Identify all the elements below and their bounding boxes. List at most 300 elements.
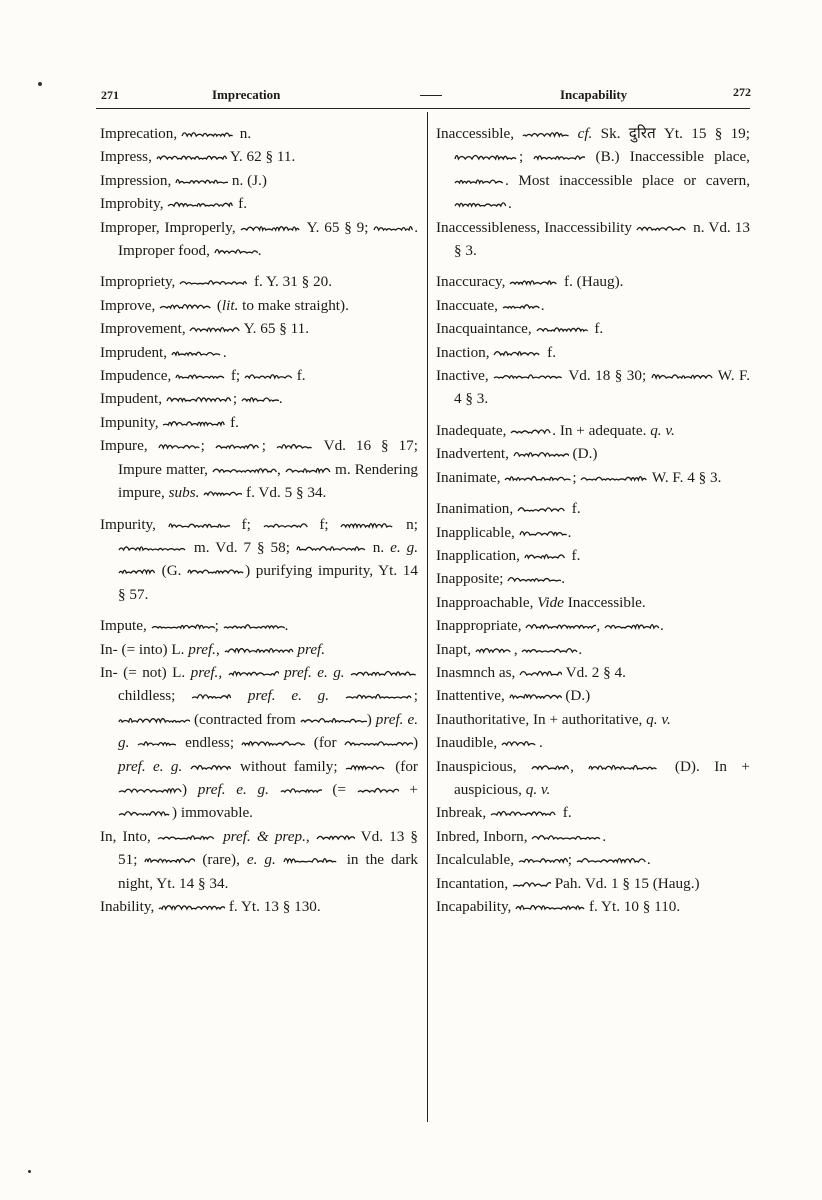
avestan-script-word — [373, 222, 414, 233]
avestan-script-word — [576, 854, 647, 865]
avestan-script-word — [493, 370, 564, 381]
dictionary-entry — [100, 387, 418, 410]
entry-text: q. v. — [525, 780, 551, 798]
entry-text: Imprecation, — [100, 125, 181, 142]
entry-text: ) — [366, 710, 376, 728]
entry-text: Inaccessibleness, Inaccessibility — [436, 218, 637, 236]
avestan-script-word — [144, 854, 195, 865]
entry-text: Inaccessible, — [436, 125, 523, 142]
avestan-script-word — [509, 276, 560, 287]
avestan-script-word — [515, 901, 585, 912]
entry-text: e. g. — [153, 757, 183, 775]
entry-text: Inactive, — [436, 367, 494, 385]
avestan-script-word — [636, 222, 689, 233]
entry-text: (D.) — [568, 445, 598, 463]
entry-text: , — [218, 663, 228, 681]
avestan-script-word — [241, 737, 306, 748]
entry-text: Vide — [537, 593, 564, 611]
avestan-script-word — [493, 347, 543, 358]
entry-text: ) — [182, 780, 198, 798]
dictionary-entry — [436, 497, 750, 520]
dictionary-entry — [100, 341, 418, 364]
avestan-script-word — [244, 370, 293, 381]
avestan-script-word — [504, 472, 572, 483]
entry-text: endless; — [177, 734, 242, 752]
avestan-script-word — [345, 761, 388, 772]
dictionary-entry — [436, 755, 750, 802]
dictionary-entry — [100, 895, 418, 918]
paper-speck — [28, 1170, 31, 1173]
entry-text: e. g. — [390, 538, 418, 556]
right-running-head: Incapability — [560, 87, 628, 102]
avestan-script-word — [151, 620, 215, 631]
entry-text: Y. 65 § 9; — [302, 218, 374, 236]
avestan-script-word — [241, 393, 279, 404]
dictionary-entry — [436, 638, 750, 661]
avestan-script-word — [300, 714, 367, 725]
entry-text: Inacquaintance, — [436, 320, 536, 338]
avestan-script-word — [522, 128, 569, 139]
avestan-script-word — [344, 737, 413, 748]
avestan-script-word — [168, 519, 230, 530]
dictionary-entry — [100, 169, 418, 192]
avestan-script-word — [157, 831, 217, 842]
avestan-script-word — [533, 151, 585, 162]
entry-text — [569, 125, 577, 142]
dictionary-entry — [436, 848, 750, 871]
entry-text: . — [540, 296, 545, 314]
entry-text: Inability, — [100, 898, 159, 915]
entry-text: childless; — [118, 687, 192, 705]
avestan-script-word — [175, 370, 227, 381]
avestan-script-word — [296, 542, 367, 553]
avestan-script-word — [519, 527, 568, 538]
avestan-script-word — [283, 854, 340, 865]
entry-text: ; — [567, 851, 576, 869]
entry-text: pref. — [247, 687, 276, 705]
dictionary-entry — [436, 317, 750, 340]
avestan-script-word — [518, 854, 568, 865]
avestan-script-word — [531, 761, 570, 772]
dictionary-entry — [100, 270, 418, 293]
entry-text: m. Rendering impure, — [118, 460, 419, 502]
dictionary-entry — [100, 192, 418, 215]
avestan-script-word — [118, 565, 156, 576]
entry-text: Incantation, — [436, 874, 512, 892]
entry-text: ( — [213, 296, 222, 314]
dictionary-entry — [436, 466, 750, 489]
dictionary-entry — [436, 216, 750, 263]
entry-text: . — [646, 851, 651, 869]
dictionary-entry — [100, 216, 418, 263]
entry-text: ; — [200, 437, 215, 455]
avestan-script-word — [588, 761, 660, 772]
entry-text: In- (= not) L. — [100, 663, 191, 681]
avestan-script-word — [280, 784, 322, 795]
entry-text: f. — [292, 367, 306, 385]
entry-text: Inauspicious, — [436, 757, 532, 775]
entry-text: , — [215, 640, 224, 658]
avestan-script-word — [187, 565, 245, 576]
entry-text: Impudent, — [100, 390, 166, 408]
dictionary-entry — [436, 122, 750, 216]
entry-text: Incalculable, — [436, 851, 518, 869]
dictionary-entry — [436, 364, 750, 411]
dictionary-entry — [436, 895, 750, 918]
entry-text: (for — [387, 757, 418, 775]
entry-text: , — [570, 757, 589, 775]
entry-text: Inbred, Inborn, — [436, 827, 532, 845]
avestan-script-word — [502, 300, 541, 311]
avestan-script-word — [224, 644, 294, 655]
avestan-script-word — [228, 667, 279, 678]
avestan-script-word — [240, 222, 302, 233]
dictionary-entry — [436, 614, 750, 637]
entry-text: f. — [226, 413, 239, 431]
avestan-script-word — [118, 714, 190, 725]
entry-text: pref. — [197, 780, 226, 798]
entry-text: + — [398, 780, 418, 798]
avestan-script-word — [519, 667, 562, 678]
dictionary-entry — [436, 521, 750, 544]
column-separator — [427, 112, 428, 1122]
avestan-script-word — [156, 151, 227, 162]
entry-text: . — [284, 617, 289, 635]
avestan-script-word — [350, 667, 418, 678]
entry-text: Impunity, — [100, 413, 163, 431]
entry-text — [129, 734, 136, 751]
entry-text: . — [278, 390, 283, 408]
entry-text: . Most inaccessible place or cavern, — [505, 171, 750, 189]
avestan-script-word — [276, 440, 314, 451]
entry-text: & prep. — [256, 827, 306, 845]
entry-text: f. Yt. 10 § 110. — [585, 898, 681, 915]
entry-text: Inapplication, — [436, 546, 524, 564]
entry-text: Inapposite; — [436, 570, 508, 588]
entry-text: W. F. 4 § 3. — [648, 468, 722, 486]
entry-text: e. g. — [291, 687, 330, 705]
entry-text: n. — [235, 125, 252, 142]
entry-text: (for — [306, 734, 344, 752]
avestan-script-word — [501, 737, 539, 748]
entry-text: Inaction, — [436, 343, 494, 361]
entry-text: q. v. — [650, 421, 675, 439]
entry-text: In- (= into) L. — [100, 640, 189, 658]
header-rule — [96, 108, 750, 109]
left-column — [100, 122, 418, 918]
entry-text: Vd. 16 § 17; Impure matter, — [118, 437, 418, 478]
entry-text: Improper, Improperly, — [100, 218, 241, 236]
dictionary-entry — [100, 122, 418, 145]
entry-text: . — [538, 734, 543, 752]
entry-text: f. — [558, 804, 572, 822]
dictionary-entry — [100, 825, 418, 895]
entry-text: Inaccuate, — [436, 296, 502, 314]
entry-text: . — [561, 570, 566, 588]
dictionary-entry — [436, 294, 750, 317]
entry-text: ) purifying impurity, Yt. 14 § 57. — [118, 562, 418, 603]
avestan-script-word — [509, 690, 562, 701]
entry-text: ; — [519, 148, 534, 166]
entry-text: ; — [261, 437, 276, 455]
dictionary-entry — [436, 825, 750, 848]
entry-text: Imprudent, — [100, 343, 171, 361]
entry-text: (rare), — [195, 851, 247, 869]
entry-text: n. — [366, 538, 391, 556]
entry-text — [226, 781, 237, 798]
entry-text — [146, 758, 153, 775]
avestan-script-word — [162, 417, 226, 428]
entry-text: . — [222, 343, 227, 361]
entry-text: ) immovable. — [172, 804, 253, 822]
avestan-script-word — [118, 542, 188, 553]
avestan-script-word — [454, 198, 508, 209]
avestan-script-word — [158, 901, 225, 912]
dictionary-entry — [100, 434, 418, 504]
entry-text: e. g. — [236, 780, 269, 798]
entry-text: f; — [227, 367, 244, 385]
entry-text: f. — [590, 320, 604, 338]
entry-text: In, Into, — [100, 827, 157, 845]
entry-text: e. g. — [118, 710, 419, 752]
entry-text: Impurity, — [100, 515, 168, 533]
paper-speck — [38, 82, 42, 86]
entry-text: e. g. — [317, 663, 345, 681]
entry-text: Yt. 15 § 19; — [655, 125, 750, 142]
entry-text: Y. 62 § 11. — [226, 148, 296, 166]
dictionary-entry — [100, 513, 418, 607]
entry-text: ) — [412, 734, 418, 752]
left-page-number: 271 — [101, 88, 119, 102]
entry-text: n. (J.) — [228, 171, 267, 189]
entry-text: f. — [567, 500, 581, 518]
avestan-script-word — [340, 519, 394, 530]
entry-text: Inasmnch as, — [436, 663, 520, 681]
dictionary-entry — [436, 872, 750, 895]
entry-text — [269, 781, 280, 798]
entry-text: e. g. — [246, 851, 276, 869]
entry-text — [182, 758, 189, 775]
dictionary-entry — [100, 661, 418, 825]
avestan-script-word — [137, 737, 178, 748]
entry-text: Impress, — [100, 148, 156, 166]
entry-text: (D). In + auspicious, — [454, 757, 750, 798]
avestan-script-word — [171, 347, 223, 358]
entry-text: pref. — [375, 710, 404, 728]
avestan-script-word — [536, 323, 591, 334]
avestan-script-word — [580, 472, 648, 483]
avestan-script-word — [189, 323, 240, 334]
avestan-script-word — [118, 784, 182, 795]
entry-text: m. Vd. 7 § 58; — [188, 538, 296, 556]
entry-text: Inapt, — [436, 640, 475, 658]
entry-text: Inadvertent, — [436, 445, 513, 463]
header-dash — [420, 95, 442, 96]
dictionary-entry — [436, 270, 750, 293]
dictionary-entry — [436, 544, 750, 567]
entry-text: Inaccuracy, — [436, 273, 510, 291]
avestan-script-word — [517, 503, 568, 514]
entry-text: Vd. 13 § 51; — [118, 827, 419, 869]
entry-text: f. — [543, 343, 557, 361]
dictionary-entry — [100, 317, 418, 340]
entry-text: q. v. — [646, 710, 671, 728]
entry-text: Vd. 18 § 30; — [564, 367, 651, 385]
entry-text: Inaccessible. — [563, 593, 646, 611]
entry-text: Sk. — [592, 125, 629, 142]
entry-text: (= — [321, 780, 357, 798]
entry-text: subs. — [168, 484, 200, 502]
entry-text: Impute, — [100, 617, 151, 635]
entry-text: pref. — [188, 640, 216, 658]
avestan-script-word — [454, 151, 519, 162]
dictionary-entry — [436, 731, 750, 754]
avestan-script-word — [214, 245, 258, 256]
entry-text: pref. — [118, 757, 146, 775]
avestan-script-word — [158, 440, 201, 451]
entry-text: . Improper food, — [118, 218, 419, 260]
entry-text: , — [277, 460, 285, 478]
entry-text: f; — [229, 515, 263, 533]
entry-text: दुरित — [628, 125, 656, 142]
avestan-script-word — [203, 487, 242, 498]
entry-text: (B.) Inaccessible place, — [585, 148, 750, 166]
entry-text: Inanimate, — [436, 468, 505, 486]
avestan-script-word — [212, 464, 277, 475]
entry-text: f. Yt. 13 § 130. — [225, 898, 321, 915]
avestan-script-word — [513, 448, 569, 459]
entry-text: pref. — [284, 663, 312, 681]
entry-text: pref. — [190, 663, 219, 681]
entry-text: Inaudible, — [436, 734, 501, 752]
entry-text — [276, 851, 283, 868]
entry-text: , — [596, 617, 604, 635]
avestan-script-word — [507, 573, 561, 584]
dictionary-entry — [436, 341, 750, 364]
avestan-script-word — [159, 300, 213, 311]
entry-text: pref. — [223, 827, 251, 845]
entry-text: (G. — [156, 562, 188, 580]
left-running-head: Imprecation — [212, 87, 281, 102]
avestan-script-word — [175, 175, 228, 186]
entry-text: Pah. Vd. 1 § 15 (Haug.) — [550, 874, 700, 892]
entry-text: f. Y. 31 § 20. — [250, 273, 333, 291]
avestan-script-word — [179, 276, 250, 287]
dictionary-entry — [436, 801, 750, 824]
avestan-script-word — [357, 784, 399, 795]
entry-text: Impropriety, — [100, 273, 180, 291]
entry-text: Inappropriate, — [436, 617, 526, 635]
avestan-script-word — [223, 620, 285, 631]
entry-text: , — [305, 827, 316, 845]
dictionary-entry — [436, 661, 750, 684]
entry-text — [232, 687, 248, 704]
dictionary-entry — [436, 708, 750, 731]
entry-text: . — [567, 523, 572, 541]
avestan-script-word — [490, 807, 559, 818]
entry-text: . In + adequate. — [552, 421, 651, 439]
avestan-script-word — [475, 644, 514, 655]
entry-text: . — [602, 827, 607, 845]
dictionary-entry — [436, 567, 750, 590]
entry-text: cf. — [577, 125, 593, 142]
dictionary-entry — [100, 364, 418, 387]
entry-text: . — [578, 640, 583, 658]
entry-text: to make straight). — [238, 296, 349, 314]
avestan-script-word — [316, 831, 355, 842]
entry-text: Y. 65 § 11. — [240, 320, 310, 338]
avestan-script-word — [285, 464, 331, 475]
dictionary-entry — [436, 442, 750, 465]
right-page-number: 272 — [733, 85, 751, 99]
dictionary-entry — [100, 145, 418, 168]
dictionary-entry — [436, 591, 750, 614]
entry-text: Inadequate, — [436, 421, 511, 439]
entry-text: Improbity, — [100, 195, 168, 213]
entry-text: f. (Haug). — [560, 273, 624, 291]
entry-text: Improvement, — [100, 320, 190, 338]
entry-text: (contracted from — [190, 710, 300, 728]
entry-text: ; — [572, 468, 581, 486]
avestan-script-word — [118, 807, 172, 818]
avestan-script-word — [531, 831, 602, 842]
entry-text: f. Vd. 5 § 34. — [242, 484, 327, 502]
avestan-script-word — [191, 690, 232, 701]
dictionary-entry — [100, 294, 418, 317]
entry-text: Inanimation, — [436, 500, 517, 518]
entry-text: Inbreak, — [436, 804, 490, 822]
avestan-script-word — [181, 128, 236, 139]
avestan-script-word — [215, 440, 262, 451]
entry-text: Inapproachable, — [436, 593, 538, 611]
entry-text: lit. — [221, 296, 239, 314]
entry-text: . — [508, 195, 512, 213]
avestan-script-word — [167, 198, 234, 209]
entry-text: Inattentive, — [436, 687, 509, 705]
avestan-script-word — [521, 644, 578, 655]
entry-text: . — [660, 617, 664, 635]
entry-text: . — [257, 242, 262, 260]
avestan-script-word — [190, 761, 233, 772]
avestan-script-word — [512, 878, 551, 889]
entry-text: ; — [413, 687, 418, 705]
entry-text: f. — [234, 195, 248, 213]
avestan-script-word — [510, 425, 552, 436]
avestan-script-word — [263, 519, 308, 530]
entry-text: n. Vd. 13 § 3. — [454, 218, 750, 260]
avestan-script-word — [525, 620, 596, 631]
entry-text: Improve, — [100, 296, 160, 314]
entry-text: Impudence, — [100, 367, 176, 385]
avestan-script-word — [454, 175, 505, 186]
entry-text: n; — [394, 515, 418, 533]
entry-text: f. — [567, 546, 581, 564]
dictionary-entry — [100, 614, 418, 637]
entry-text: Impression, — [100, 171, 176, 189]
entry-text: Impure, — [100, 437, 158, 455]
avestan-script-word — [166, 393, 233, 404]
entry-text: Vd. 2 § 4. — [562, 663, 626, 681]
dictionary-entry — [436, 419, 750, 442]
entry-text: ; — [232, 390, 241, 408]
entry-text: , — [513, 640, 522, 658]
entry-text — [329, 687, 345, 704]
dictionary-entry — [100, 411, 418, 434]
entry-text: pref. — [297, 640, 326, 658]
entry-text: (D.) — [561, 687, 591, 705]
entry-text: f; — [307, 515, 341, 533]
entry-text: Incapability, — [436, 898, 516, 915]
